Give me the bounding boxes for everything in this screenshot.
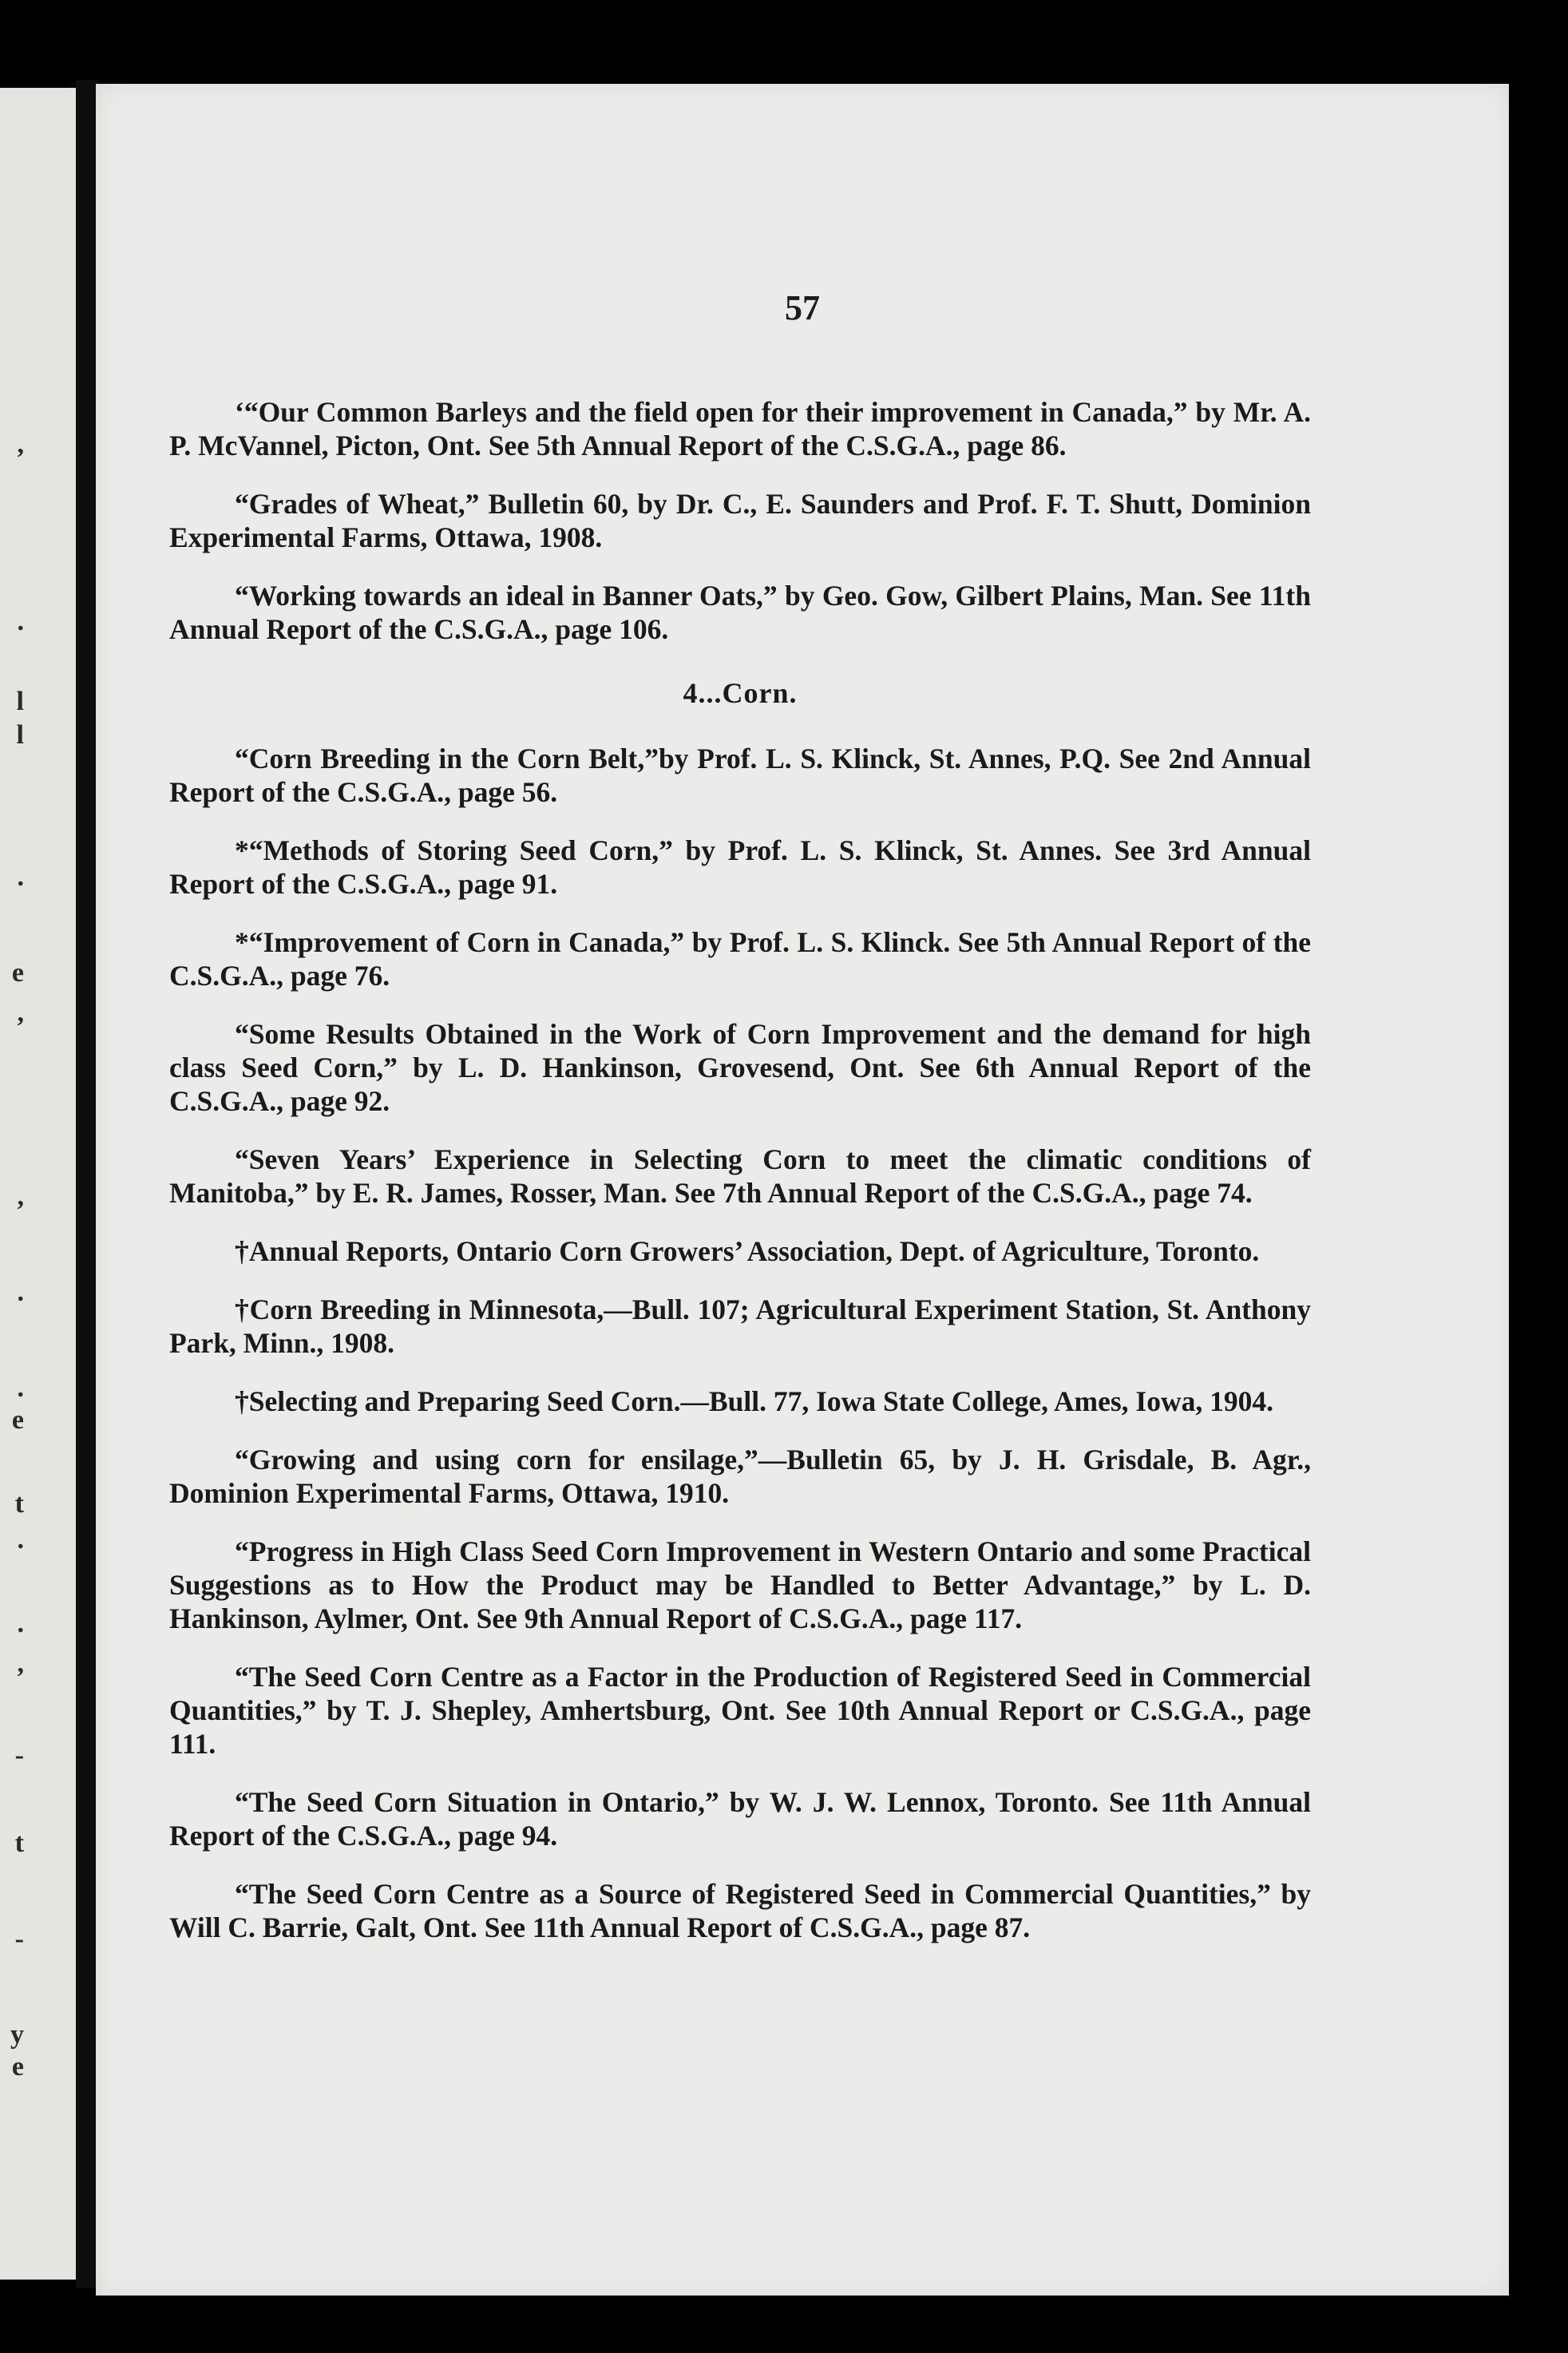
reference-entry: “Growing and using corn for ensilage,”—Bulletin 65, by J. H. Grisdale, B. Agr., Dominion Experimental Farms, Ottawa, 1910. <box>169 1444 1311 1509</box>
reference-entry: “The Seed Corn Centre as a Factor in the Production of Registered Seed in Commercial Quantities,” by T. J. Shepley, Amhertsburg, Ont. See 10th Annual Report or C.S.G.A., page 111. <box>169 1661 1311 1760</box>
page-number: 57 <box>785 288 820 327</box>
margin-char: . <box>17 1525 24 1555</box>
reference-entry: “Progress in High Class Seed Corn Improvement in Western Ontario and some Practical Suggestions as to How the Product may be Handled to Better Advantage,” by L. D. Hankinson, Aylmer, Ont. See 9th Annual Report of C.S.G.A., page 117. <box>169 1535 1311 1634</box>
book-page <box>96 84 1509 2296</box>
reference-entry: “Grades of Wheat,” Bulletin 60, by Dr. C., E. Saunders and Prof. F. T. Shutt, Dominion Experimental Farms, Ottawa, 1908. <box>169 488 1311 553</box>
reference-entry: †Selecting and Preparing Seed Corn.—Bull. 77, Iowa State College, Ames, Iowa, 1904. <box>235 1385 1273 1417</box>
reference-entry: *“Improvement of Corn in Canada,” by Prof. L. S. Klinck. See 5th Annual Report of the C.S.G.A., page 76. <box>169 926 1311 992</box>
margin-char: l <box>16 687 24 716</box>
margin-char: e <box>11 1405 24 1435</box>
margin-char: . <box>17 607 24 636</box>
reference-entry: “Corn Breeding in the Corn Belt,”by Prof. L. S. Klinck, St. Annes, P.Q. See 2nd Annual Report of the C.S.G.A., page 56. <box>169 743 1311 808</box>
margin-char: y <box>10 2020 24 2050</box>
page-body <box>169 395 1311 1969</box>
reference-entry: †Corn Breeding in Minnesota,—Bull. 107; Agricultural Experiment Station, St. Anthony Park, Minn., 1908. <box>169 1293 1311 1359</box>
reference-entry: “The Seed Corn Centre as a Source of Registered Seed in Commercial Quantities,” by Will C. Barrie, Galt, Ont. See 11th Annual Report of C.S.G.A., page 87. <box>169 1878 1311 1943</box>
margin-char: , <box>17 1182 24 1211</box>
margin-char: . <box>17 862 24 892</box>
margin-char: , <box>17 998 24 1028</box>
margin-char: t <box>14 1489 24 1519</box>
reference-entry: “The Seed Corn Situation in Ontario,” by W. J. W. Lennox, Toronto. See 11th Annual Report of the C.S.G.A., page 94. <box>169 1786 1311 1852</box>
reference-entry: “Working towards an ideal in Banner Oats,” by Geo. Gow, Gilbert Plains, Man. See 11th Annual Report of the C.S.G.A., page 106. <box>169 580 1311 645</box>
facing-page-margin-characters <box>0 88 24 2280</box>
book-gutter <box>76 80 98 2288</box>
margin-char: , <box>17 430 24 459</box>
margin-char: t <box>14 1828 24 1858</box>
margin-char: , <box>17 1649 24 1678</box>
reference-entry: *“Methods of Storing Seed Corn,” by Prof. L. S. Klinck, St. Annes. See 3rd Annual Report of the C.S.G.A., page 91. <box>169 834 1311 900</box>
margin-char: . <box>17 1609 24 1638</box>
section-heading: 4...Corn. <box>683 677 798 709</box>
reference-entry: “Seven Years’ Experience in Selecting Corn to meet the climatic conditions of Manitoba,” by E. R. James, Rosser, Man. See 7th Annual Report of the C.S.G.A., page 74. <box>169 1143 1311 1209</box>
reference-entry: ‘“Our Common Barleys and the field open for their improvement in Canada,” by Mr. A. P. McVannel, Picton, Ont. See 5th Annual Report of the C.S.G.A., page 86. <box>169 396 1311 461</box>
reference-entry: †Annual Reports, Ontario Corn Growers’ Association, Dept. of Agriculture, Toronto. <box>235 1235 1260 1267</box>
margin-char: . <box>17 1278 24 1307</box>
margin-char: e <box>11 958 24 988</box>
margin-char: e <box>11 2052 24 2082</box>
reference-entry: “Some Results Obtained in the Work of Corn Improvement and the demand for high class Seed Corn,” by L. D. Hankinson, Grovesend, Ont. See 6th Annual Report of the C.S.G.A., page 92. <box>169 1018 1311 1117</box>
margin-char: - <box>14 1741 24 1770</box>
facing-page-edge <box>0 88 76 2280</box>
margin-char: l <box>16 720 24 750</box>
margin-char: . <box>17 1373 24 1403</box>
margin-char: - <box>14 1924 24 1954</box>
